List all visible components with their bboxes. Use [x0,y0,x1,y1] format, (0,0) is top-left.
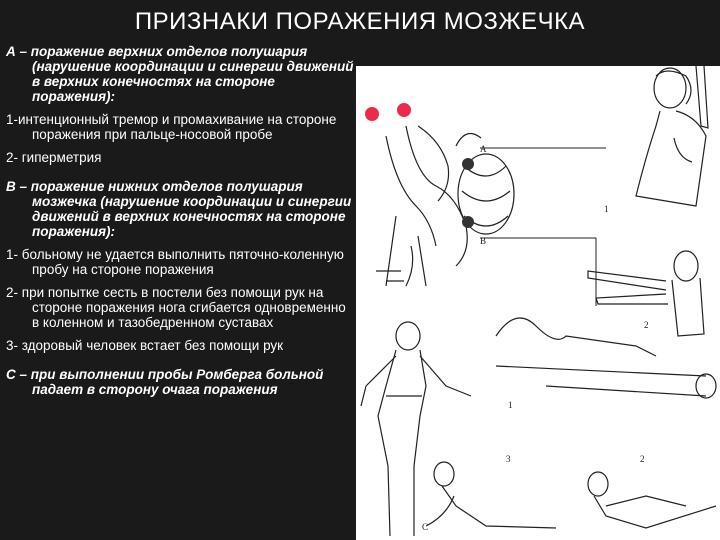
label-num1-bed: 1 [508,400,513,410]
cerebellum-illustration [356,66,720,540]
figure-heel-knee [496,318,716,398]
section-a-item-1: 1-интенционный тремор и промахивание на стороне поражения при пальце-носовой пробе [6,112,337,142]
lesion-marker-pink-2 [397,103,411,117]
cerebellum-schematic [376,126,514,286]
illustration-panel [356,66,720,540]
label-num2-mid: 2 [644,320,649,330]
slide-title: ПРИЗНАКИ ПОРАЖЕНИЯ МОЗЖЕЧКА [134,8,586,35]
section-a-item-2: 2- гиперметрия [6,150,102,165]
lesion-marker-a [462,158,474,170]
section-b-item-2: 2- при попытке сесть в постели без помощи рук на стороне поражения нога сгибается одновременно в коленном и тазобедренном суставах [6,285,346,330]
label-num1-top: 1 [604,204,609,214]
label-num2-bottom: 2 [640,454,645,464]
figure-sit-up [426,462,716,528]
figure-finger-nose [636,66,708,206]
lesion-marker-pink-1 [365,107,379,121]
section-a-heading: А – поражение верхних отделов полушария (нарушение координации и синергии движений в верхних конечностях на стороне поражения): [6,44,354,104]
section-c-heading: С – при выполнении пробы Ромберга больной падает в сторону очага поражения [6,367,324,397]
section-b-heading: В – поражение нижних отделов полушария мозжечка (нарушение координации и синергии движений в верхних конечностях на стороне поражения): [6,179,352,239]
text-column [6,44,356,405]
label-c: C [422,522,429,532]
section-b-item-1: 1- больному не удается выполнить пяточно-коленную пробу на стороне поражения [6,247,344,277]
section-b-item-3: 3- здоровый человек встает без помощи рук [6,338,284,353]
label-a: A [480,144,487,154]
label-b: B [480,236,487,246]
label-num3: 3 [506,454,511,464]
lesion-marker-b [462,216,474,228]
